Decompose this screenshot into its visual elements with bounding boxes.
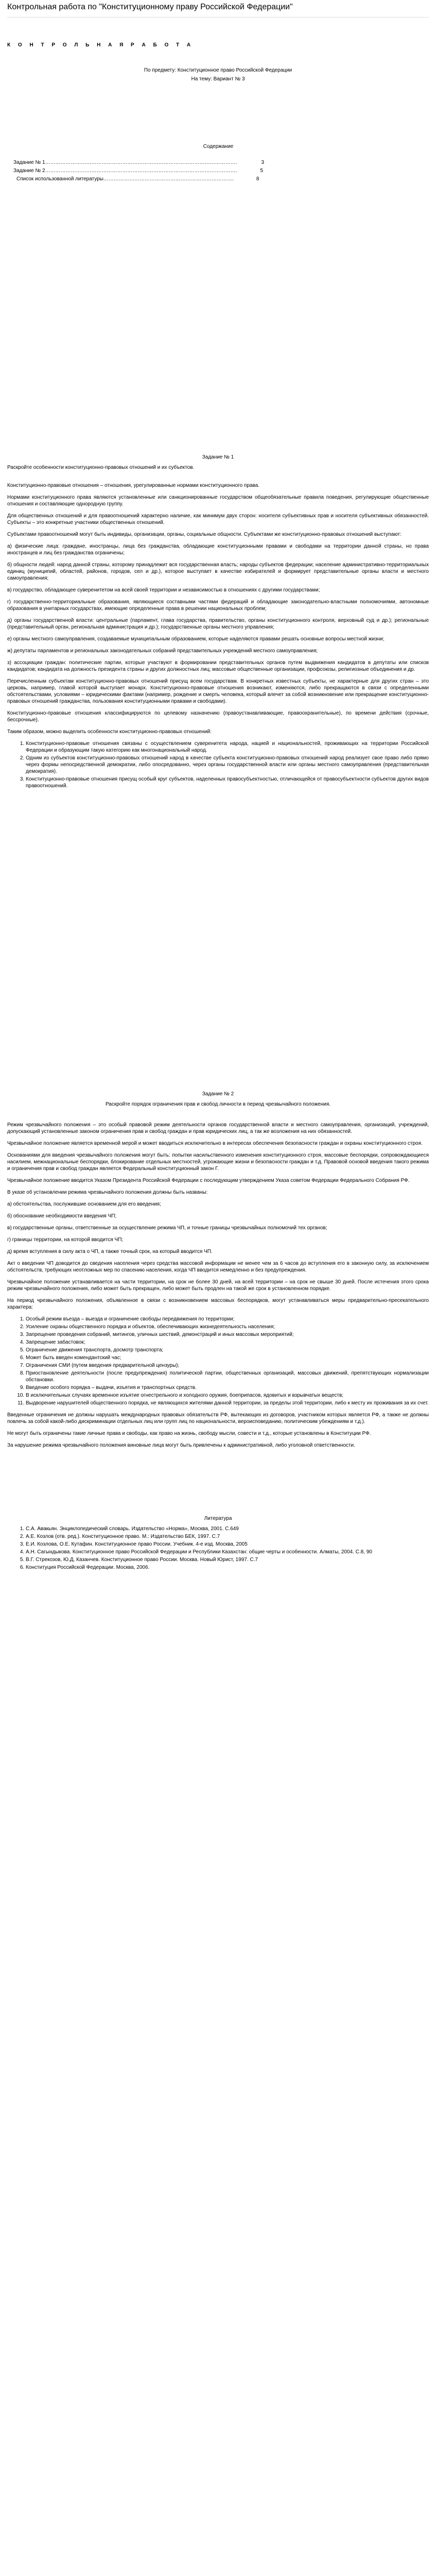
- references-section: [7, 1516, 429, 1571]
- list-item: 7. Ограничения СМИ (путем введения предварительной цензуры);: [26, 1362, 429, 1369]
- paragraph: Нормами конституционного права являются установленные или санкционированные государством общеобязательные правила поведения, регулирующие общественные отношения и составляющие однородную группу.: [7, 495, 429, 507]
- measures-list: [7, 1316, 429, 1406]
- features-list: [7, 740, 429, 789]
- paragraph: б) обоснование необходимости введения ЧП;: [7, 1213, 117, 1219]
- task2-subheading: Раскройте порядок ограничения прав и свобод личности в период чрезвычайного положения.: [105, 1101, 331, 1107]
- paragraph: В указе об установлении режима чрезвычайного положения должны быть названы:: [7, 1190, 208, 1195]
- topic-line: На тему: Вариант № 3: [191, 76, 245, 82]
- toc-item-dots: ………………………………………………………………………………………………….: [45, 168, 237, 174]
- toc-item-dots: ………………………………………………………………….: [103, 176, 234, 182]
- paragraph: з) ассоциации граждан: политические партии, которые участвуют в формировании представительных органов путем выдвижения кандидатов в депутаты или списков кандидатов; кандидата на должность президента страны и других должностных лиц; массовые общественные организации, профсоюзы, религиозные объединения и др.: [7, 660, 429, 672]
- list-item: 2. Одним из субъектов конституционно-правовых отношений народ в качестве субъекта конституционно-правовых отношений народ реализует свое право либо прямо через формы непосредственной демократии, либо опосредованно, через органы государственной власти или органы местного самоуправления (представительная демократия).: [26, 755, 429, 775]
- toc-item-page: 8: [256, 176, 259, 182]
- paragraph: Субъектами правоотношений могут быть индивиды, организации, органы, социальные общности. Субъектами же конституционно-правовых отношений выступают:: [7, 532, 402, 537]
- task1-subheading: Раскройте особенности конституционно-правовых отношений и их субъектов.: [7, 465, 195, 470]
- paragraph: д) органы государственной власти: центральные (парламент, глава государства, правительство, органы конституционного контроля, верховный суд и др.); региональные (представительный орган, региональная администрация и др.); государственные органы местного управления;: [7, 618, 429, 630]
- paragraph: Не могут быть ограничены такие личные права и свободы, как право на жизнь, свободу мысли, совести и т.д., которые установлены в Конституции РФ.: [7, 1431, 371, 1436]
- paragraph: Чрезвычайное положение вводится Указом Президента Российской Федерации с последующим утверждением Указа советом Федерации Федерального Собрания РФ.: [7, 1178, 410, 1183]
- paragraph: Конституционно-правовые отношения классифицируются по целевому назначению (правоустанавливающие, правоохранительные), по времени действия (срочные, бессрочные).: [7, 710, 429, 723]
- list-item: 5. Ограничение движения транспорта, досмотр транспорта;: [26, 1347, 429, 1353]
- toc-heading: Содержание: [203, 144, 234, 149]
- paragraph: Чрезвычайное положение является временной мерой и может вводиться исключительно в интересах обеспечения безопасности граждан и охраны конституционного строя.: [7, 1141, 423, 1146]
- list-item: 4. Запрещение забастовок;: [26, 1339, 429, 1346]
- list-item: 8. Приостановление деятельности (после предупреждения) политической партии, общественных организаций, массовых движений, препятствующих нормализации обстановки.: [26, 1370, 429, 1383]
- toc-item-page: 3: [261, 160, 265, 165]
- paragraph: д) время вступления в силу акта о ЧП, а также точный срок, на который вводится ЧП.: [7, 1249, 213, 1255]
- list-item: 2. А.Е. Козлов (отв. ред.). Конституционное право. М.: Издательство БЕК, 1997. С.7: [26, 1533, 429, 1540]
- title-divider: [7, 17, 429, 18]
- paragraph: ж) депутаты парламентов и региональных законодательных собраний представительных учреждений местного самоуправления;: [7, 648, 318, 654]
- toc-item-label: Задание № 1: [13, 160, 45, 165]
- list-item: 2. Усиление охраны общественного порядка и объектов, обеспечивающих жизнедеятельность населения;: [26, 1324, 429, 1330]
- list-item: 11. Выдворение нарушителей общественного порядка, не являющихся жителями данной территории, за пределы этой территории, либо к месту их проживания за их счет.: [26, 1400, 429, 1406]
- paragraph: в) государство, обладающее суверенитетом на всей своей территории и независимостью в отношениях с другими государствами;: [7, 587, 320, 593]
- paragraph: Чрезвычайное положение устанавливается на части территории, на срок не более 30 дней, на всей территории – на срок не свыше 30 дней. После истечения этого срока режим чрезвычайного положения, либо может быть прекращен, либо может быть продлен на такой же срок в установленном порядке.: [7, 1279, 429, 1292]
- task2-heading: Задание № 2: [202, 1091, 234, 1097]
- paragraph: Введенные ограничения не должны нарушать международных правовых обязательств РФ, вытекающих из договоров, участником которых является РФ, а также не должны повлечь за собой какой-либо дискриминации отдельных лиц или групп лиц по национальности, вероисповеданию, политическим убеждениям и т.д.).: [7, 1412, 429, 1425]
- paragraph: Перечисленным субъектам конституционно-правовых отношений присущ всем государствам. В конкретных известных субъекты, не характерные для других стран – это церковь, например, главой которой выступает монарх. Конституционно-правовые отношения возникают, изменяются, либо прекращаются в связи с определенными обстоятельствами, условиями – юридическими фактами (например, рождение и смерть человека, который влечет за собой возникновение или прекращение конституционно-правовых отношений гражданства, пользования конституционными правами и свободами).: [7, 679, 429, 704]
- list-item: 6. Конституция Российской Федерации. Москва, 2006.: [26, 1564, 429, 1571]
- paragraph: г) границы территории, на которой вводится ЧП;: [7, 1237, 124, 1243]
- paragraph: а) физические лица: граждане, иностранцы, лица без гражданства, обладающие конституционными правами и свободами на территории данной страны, но права иностранцев и лиц без гражданства ограничены;: [7, 544, 429, 556]
- list-item: 10. В исключительных случаях временное изъятие огнестрельного и холодного оружия, боеприпасов, ядовитых и взрывчатых веществ;: [26, 1392, 429, 1399]
- toc-item: [7, 175, 436, 183]
- paragraph: Конституционно-правовые отношения – отношения, урегулированные нормами конституционного права.: [7, 483, 260, 488]
- toc-item: [7, 167, 436, 175]
- task1-section: [7, 454, 429, 789]
- paragraph: За нарушение режима чрезвычайного положения виновные лица могут быть привлечены к административной, либо уголовной ответственности.: [7, 1443, 355, 1448]
- list-item: 1. С.А. Авакьян. Энциклопедический словарь. Издательство «Норма», Москва, 2001. С.649: [26, 1526, 429, 1532]
- list-item: 1. Особый режим въезда – выезда и ограничение свободы передвижения по территории;: [26, 1316, 429, 1323]
- paragraph: в) государственные органы, ответственные за осуществление режима ЧП, и точные границы чрезвычайных полномочий тех органов;: [7, 1225, 327, 1231]
- paragraph: Режим чрезвычайного положения – это особый правовой режим деятельности органов государственной власти и местного самоуправления, организаций, учреждений, допускающий установленные законом ограничения прав и свобод граждан и прав юридических лиц, а так же возложения на них обязанностей.: [7, 1122, 429, 1134]
- paragraph: б) общности людей: народ данной страны, которому принадлежит вся государственная власть; народы субъектов федерации; население административно-территориальных единиц (муниципий, областей, районов, городов, сел и др.), которое выступает в качестве избирателей и формирует представительные органы власти и местного самоуправления;: [7, 562, 429, 581]
- list-item: 3. Запрещение проведения собраний, митингов, уличных шествий, демонстраций и иных массовых мероприятий;: [26, 1331, 429, 1338]
- references-heading: Литература: [204, 1516, 232, 1521]
- paragraph: а) обстоятельства, послужившие основанием для его введения;: [7, 1201, 161, 1207]
- list-item: 4. А.Н. Сагындыкова. Конституционное право Российской Федерации и Республики Казахстан: общие черты и особенности. Алматы, 2004. С.8, 90: [26, 1549, 429, 1555]
- paragraph: На период чрезвычайного положения, объявленное в связи с возникновением массовых беспорядков, могут устанавливаться меры предварительно-пресекательного характера:: [7, 1298, 429, 1310]
- toc-item: [7, 159, 436, 167]
- paragraph: Акт о введении ЧП доводится до сведения населения через средства массовой информации не менее чем за 6 часов до вступления его в законную силу, за исключением обстоятельств, требующих неотложных мер по спасению населения, когда ЧП вводится немедленно и без предупреждения.: [7, 1261, 429, 1273]
- task1-heading: Задание № 1: [202, 454, 234, 460]
- work-title: К О Н Т Р О Л Ь Н А Я Р А Б О Т А: [7, 42, 194, 48]
- paragraph: Для общественных отношений и для правоотношений характерно наличие, как минимум двух сторон: носителя субъективных прав и носителя субъективных обязанностей. Субъекты – это конкретные участники общественных отношений.: [7, 513, 429, 526]
- task2-section: [7, 1091, 429, 1449]
- list-item: 3. Е.И. Козлова, О.Е. Кутафин. Конституционное право России. Учебник. 4-е изд. Москва, 2005: [26, 1541, 429, 1548]
- paragraph: е) органы местного самоуправления, создаваемые муниципальным образованием, которые наделяются правами решать основные вопросы местной жизни;: [7, 636, 385, 642]
- list-item: 3. Конституционно-правовые отношения присущ особый круг субъектов, наделенных правосубъектностью, отличающейся от правосубъектности субъектов других видов правоотношений.: [26, 776, 429, 789]
- paragraph: Таким образом, можно выделить особенности конституционно-правовых отношений:: [7, 729, 212, 735]
- toc-item-page: 5: [260, 168, 264, 174]
- list-item: 5. В.Г. Стрекозов, Ю.Д. Казанчев. Конституционное право России. Москва. Новый Юрист, 1997. С.7: [26, 1556, 429, 1563]
- list-item: 6. Может быть введен комендантский час;: [26, 1354, 429, 1361]
- paragraph: Основаниями для введения чрезвычайного положения могут быть: попытки насильственного изменения конституционного строя, массовые беспорядки, сопровождающиеся насилием, межнациональные беспорядки, блокирование отдельных местностей, угрожающие жизни и безопасности граждан и т.д. Правовой основой введения такого режима и ограничения прав и свобод граждан является Федеральный конституционный закон Г.: [7, 1153, 429, 1172]
- table-of-contents: [7, 144, 436, 183]
- toc-item-label: Задание № 2: [13, 168, 45, 174]
- subject-line: По предмету: Конституционное право Российской Федерации: [144, 67, 292, 73]
- document-body: [0, 42, 436, 1571]
- cover-section: [7, 42, 429, 83]
- references-list: [7, 1526, 429, 1571]
- toc-item-dots: ………………………………………………………………………………………………….: [45, 160, 237, 165]
- paragraph: г) государственно-территориальные образования, являющиеся составными частями федераций и обладающие законодательно-властными полномочиями, автономные образования в унитарных государствах, имеющие определенные права в решении национальных проблем;: [7, 599, 429, 612]
- toc-item-label: Список использованной литературы: [16, 176, 103, 182]
- list-item: 9. Введение особого порядка – выдачи, изъятия и транспортных средств.: [26, 1384, 429, 1391]
- page-title: Контрольная работа по "Конституционному праву Российской Федерации": [7, 3, 293, 11]
- list-item: 1. Конституционно-правовые отношения связаны с осуществлением суверенитета народа, нацией и национальностей, проживающих на территории Российской Федерации и образующим такую категорию как многонациональный народ.: [26, 740, 429, 754]
